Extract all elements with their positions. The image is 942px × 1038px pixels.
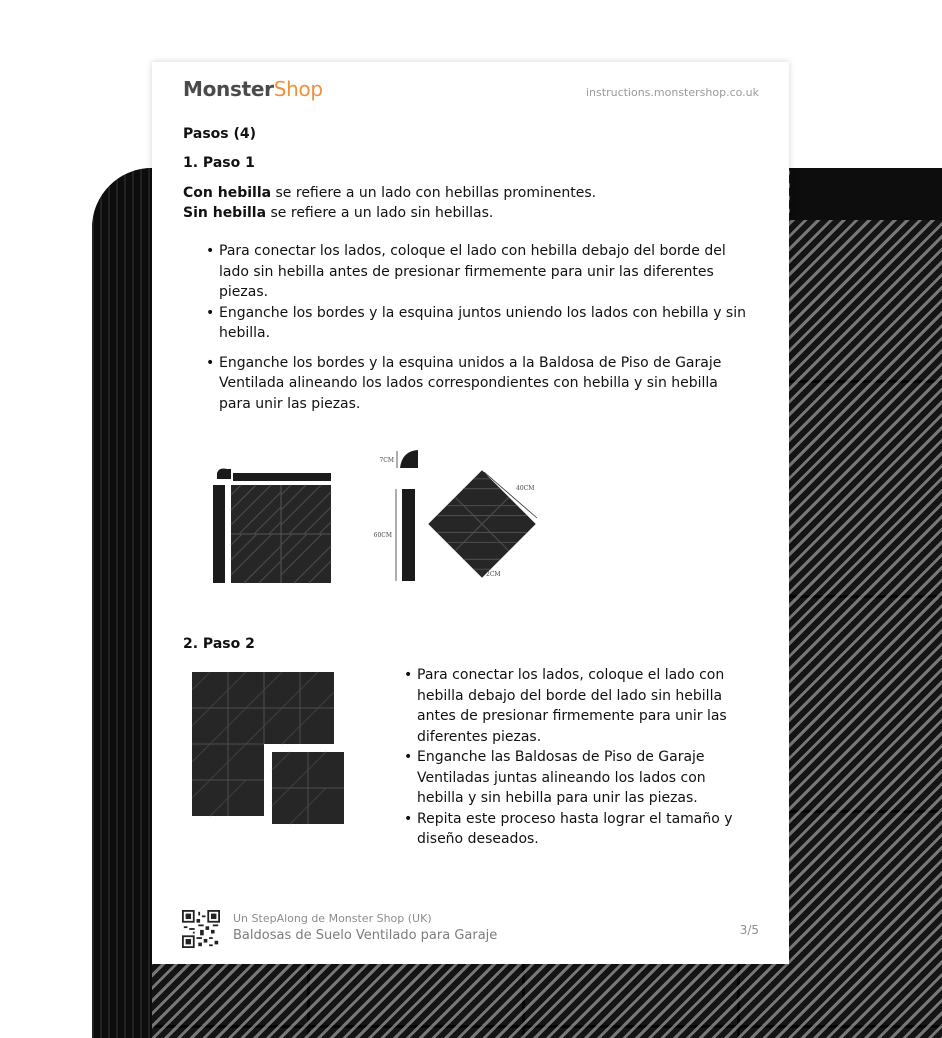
step2-bullets xyxy=(404,665,744,850)
definition-without-buckle: Sin hebilla se refiere a un lado sin hebillas. xyxy=(183,205,494,221)
steps-heading: Pasos (4) xyxy=(183,126,257,142)
site-url: instructions.monstershop.co.uk xyxy=(586,86,759,99)
step1-title: 1. Paso 1 xyxy=(183,155,255,171)
footer-stepalong-credit: Un StepAlong de Monster Shop (UK) xyxy=(233,912,432,925)
background-tile-edge xyxy=(92,168,152,1038)
list-item: • Para conectar los lados, coloque el lado con hebilla debajo del borde del lado sin hebilla antes de presionar firmemente para unir las diferentes piezas. xyxy=(404,665,744,747)
monstershop-logo: MonsterShop xyxy=(183,77,323,101)
step1-bullets xyxy=(206,241,751,414)
dimension-label: 60CM xyxy=(374,532,392,539)
definition-with-buckle: Con hebilla se refiere a un lado con hebillas prominentes. xyxy=(183,185,597,201)
list-item: • Enganche los bordes y la esquina unidos a la Baldosa de Piso de Garaje Ventilada alineando los lados correspondientes con hebilla y sin hebilla para unir las piezas. xyxy=(206,353,751,415)
dimension-label: 7CM xyxy=(379,457,394,464)
footer-product-name: Baldosas de Suelo Ventilado para Garaje xyxy=(233,928,498,943)
list-item: • Enganche las Baldosas de Piso de Garaje Ventiladas juntas alineando los lados con hebilla y sin hebilla para unir las piezas. xyxy=(404,747,744,809)
background-tile-top-edge xyxy=(790,168,942,220)
list-item: • Para conectar los lados, coloque el lado con hebilla debajo del borde del lado sin hebilla antes de presionar firmemente para unir las diferentes piezas. xyxy=(206,241,751,303)
step2-title: 2. Paso 2 xyxy=(183,636,255,652)
list-item: • Enganche los bordes y la esquina juntos uniendo los lados con hebilla y sin hebilla. xyxy=(206,303,751,344)
tile-grid-diagram xyxy=(192,672,347,827)
dimension-label: 40CM xyxy=(516,485,535,492)
instruction-page xyxy=(152,62,789,964)
qr-code xyxy=(182,910,220,948)
dimension-label: 2CM xyxy=(486,571,501,578)
assembled-corner-diagram xyxy=(209,465,334,587)
list-item: • Repita este proceso hasta lograr el tamaño y diseño deseados. xyxy=(404,809,744,850)
page-number: 3/5 xyxy=(739,923,759,937)
component-dimensions-diagram xyxy=(374,446,544,581)
